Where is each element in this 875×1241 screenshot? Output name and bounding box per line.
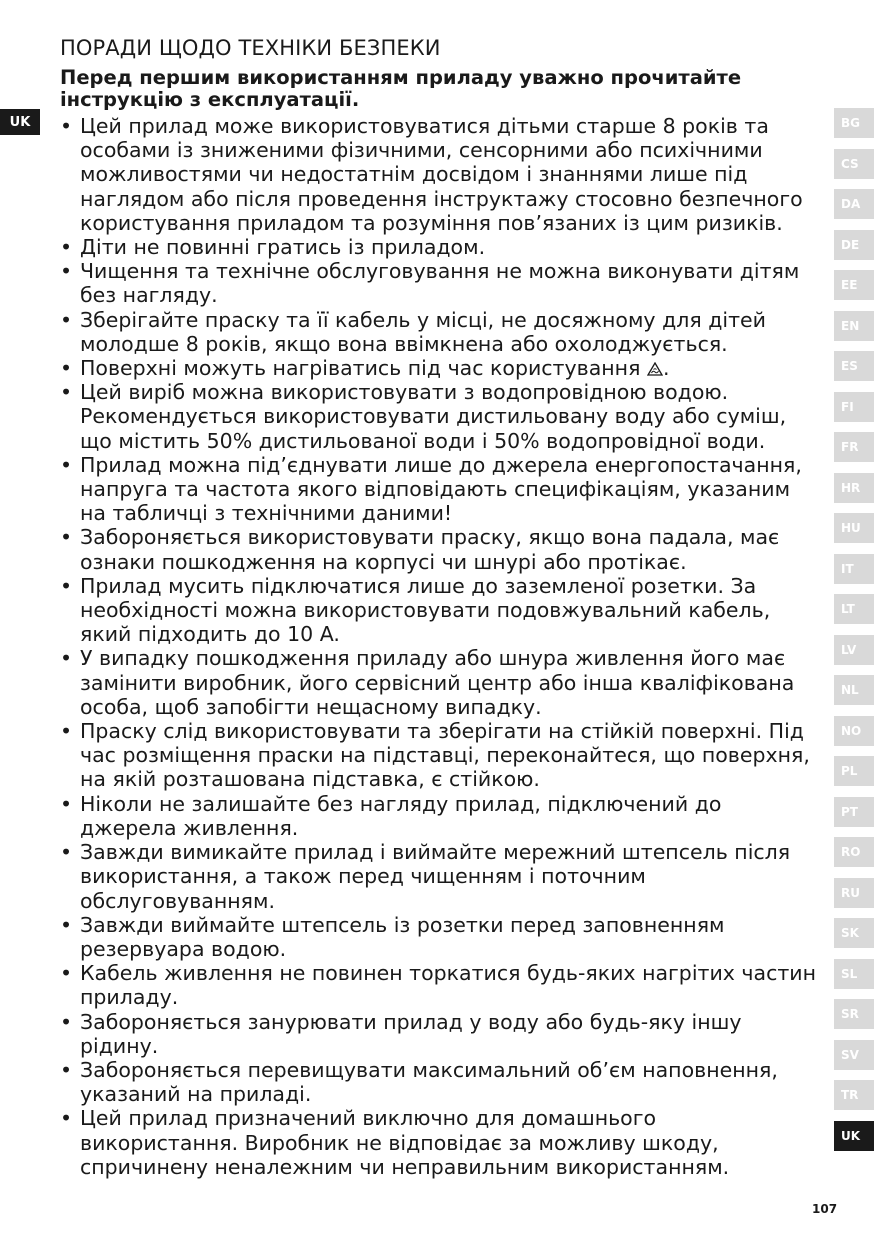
list-item: • У випадку пошкодження приладу або шнура живлення його має замінити виробник, його сервісний центр або інша кваліфікована особа, щоб запобігти нещасному випадку. xyxy=(60,646,820,719)
page-heading: ПОРАДИ ЩОДО ТЕХНІКИ БЕЗПЕКИ xyxy=(60,36,441,60)
lang-tab-de[interactable]: DE xyxy=(834,230,874,260)
warning-triangle-icon xyxy=(647,362,663,376)
lang-tab-hu[interactable]: HU xyxy=(834,513,874,543)
lang-tab-fr[interactable]: FR xyxy=(834,432,874,462)
lang-tab-sv[interactable]: SV xyxy=(834,1040,874,1070)
list-item: • Цей виріб можна використовувати з водопровідною водою. Рекомендується використовувати дистильовану воду або суміш, що містить 50% дистильованої води і 50% водопровідної води. xyxy=(60,380,820,453)
side-language-tab: UK xyxy=(0,109,40,135)
lang-tab-uk[interactable]: UK xyxy=(834,1121,874,1151)
lang-tab-nl[interactable]: NL xyxy=(834,675,874,705)
list-item: • Поверхні можуть нагріватись під час користування . xyxy=(60,356,820,380)
safety-list xyxy=(60,114,820,1179)
lang-tab-sk[interactable]: SK xyxy=(834,918,874,948)
lang-tab-pl[interactable]: PL xyxy=(834,756,874,786)
page-number: 107 xyxy=(812,1202,838,1216)
lang-tab-ru[interactable]: RU xyxy=(834,878,874,908)
lang-tab-fi[interactable]: FI xyxy=(834,392,874,422)
lang-tab-sr[interactable]: SR xyxy=(834,999,874,1029)
lang-tab-hr[interactable]: HR xyxy=(834,473,874,503)
list-item: • Прилад можна під’єднувати лише до джерела енергопостачання, напруга та частота якого відповідають специфікаціям, указаним на табличці з технічними даними! xyxy=(60,453,820,526)
list-item: • Завжди виймайте штепсель із розетки перед заповненням резервуара водою. xyxy=(60,913,820,961)
list-item: • Діти не повинні гратись із приладом. xyxy=(60,235,820,259)
list-item: • Праску слід використовувати та зберігати на стійкій поверхні. Під час розміщення праски на підставці, переконайтеся, що поверхня, на якій розташована підставка, є стійкою. xyxy=(60,719,820,792)
intro-warning: Перед першим використанням приладу уважно прочитайте інструкцію з експлуатації. xyxy=(60,66,742,111)
list-item: • Забороняється занурювати прилад у воду або будь-яку іншу рідину. xyxy=(60,1010,820,1058)
lang-tab-lv[interactable]: LV xyxy=(834,635,874,665)
language-index xyxy=(834,108,874,1161)
lang-tab-sl[interactable]: SL xyxy=(834,959,874,989)
lang-tab-tr[interactable]: TR xyxy=(834,1080,874,1110)
list-item: • Прилад мусить підключатися лише до заземленої розетки. За необхідності можна використовувати подовжувальний кабель, який підходить до 10 A. xyxy=(60,574,820,647)
lang-tab-da[interactable]: DA xyxy=(834,189,874,219)
list-item: • Зберігайте праску та її кабель у місці, не досяжному для дітей молодше 8 років, якщо вона ввімкнена або охолоджується. xyxy=(60,308,820,356)
lang-tab-ro[interactable]: RO xyxy=(834,837,874,867)
lang-tab-cs[interactable]: CS xyxy=(834,149,874,179)
list-item: • Цей прилад призначений виключно для домашнього використання. Виробник не відповідає за можливу шкоду, спричинену неналежним чи неправильним використанням. xyxy=(60,1106,820,1179)
lang-tab-it[interactable]: IT xyxy=(834,554,874,584)
lang-tab-lt[interactable]: LT xyxy=(834,594,874,624)
lang-tab-no[interactable]: NO xyxy=(834,716,874,746)
list-item: • Цей прилад може використовуватися дітьми старше 8 років та особами із зниженими фізичними, сенсорними або психічними можливостями чи недостатнім досвідом і знаннями лише під наглядом або після проведення інструктажу стосовно безпечного користування приладом та розуміння пов’язаних із цим ризиків. xyxy=(60,114,820,235)
list-item: • Ніколи не залишайте без нагляду прилад, підключений до джерела живлення. xyxy=(60,792,820,840)
list-item: • Чищення та технічне обслуговування не можна виконувати дітям без нагляду. xyxy=(60,259,820,307)
lang-tab-bg[interactable]: BG xyxy=(834,108,874,138)
lang-tab-en[interactable]: EN xyxy=(834,311,874,341)
lang-tab-ee[interactable]: EE xyxy=(834,270,874,300)
list-item: • Забороняється використовувати праску, якщо вона падала, має ознаки пошкодження на корпусі чи шнурі або протікає. xyxy=(60,525,820,573)
lang-tab-pt[interactable]: PT xyxy=(834,797,874,827)
list-item: • Забороняється перевищувати максимальний об’єм наповнення, указаний на приладі. xyxy=(60,1058,820,1106)
lang-tab-es[interactable]: ES xyxy=(834,351,874,381)
list-item: • Кабель живлення не повинен торкатися будь-яких нагрітих частин приладу. xyxy=(60,961,820,1009)
list-item: • Завжди вимикайте прилад і виймайте мережний штепсель після використання, а також перед чищенням і поточним обслуговуванням. xyxy=(60,840,820,913)
